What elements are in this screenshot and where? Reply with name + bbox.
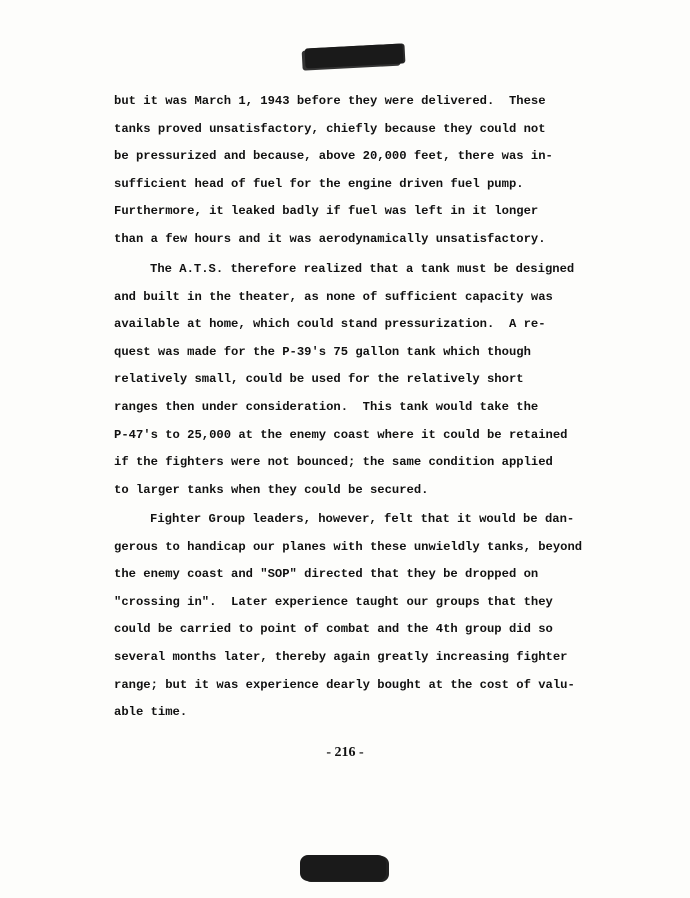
- text-line: sufficient head of fuel for the engine driven fuel pump.: [114, 176, 524, 191]
- text-line: available at home, which could stand pressurization. A re-: [114, 317, 546, 332]
- text-line: could be carried to point of combat and the 4th group did so: [114, 622, 553, 637]
- text-line: tanks proved unsatisfactory, chiefly because they could not: [114, 121, 546, 136]
- text-line: gerous to handicap our planes with these unwieldly tanks, beyond: [114, 539, 583, 554]
- text-line: and built in the theater, as none of sufficient capacity was: [114, 289, 553, 304]
- text-line: quest was made for the P-39's 75 gallon tank which though: [114, 344, 531, 359]
- text-line: Fighter Group leaders, however, felt that it would be dan-: [150, 512, 575, 526]
- text-line: the enemy coast and "SOP" directed that they be dropped on: [114, 567, 539, 582]
- text-line: P-47's to 25,000 at the enemy coast where it could be retained: [114, 427, 568, 442]
- text-line: be pressurized and because, above 20,000 feet, there was in-: [114, 149, 553, 164]
- text-line: able time.: [114, 705, 188, 720]
- text-line: Furthermore, it leaked badly if fuel was left in it longer: [114, 204, 539, 219]
- text-line: if the fighters were not bounced; the same condition applied: [114, 455, 553, 470]
- text-line: than a few hours and it was aerodynamically unsatisfactory.: [114, 231, 546, 246]
- redaction-mark-bottom: [300, 855, 386, 881]
- text-line: ranges then under consideration. This tank would take the: [114, 399, 539, 414]
- text-line: to larger tanks when they could be secured.: [114, 482, 429, 497]
- text-line: "crossing in". Later experience taught our groups that they: [114, 594, 553, 609]
- text-line: relatively small, could be used for the relatively short: [114, 372, 524, 387]
- text-line: several months later, thereby again greatly increasing fighter: [114, 649, 568, 664]
- paragraph-2: [114, 256, 584, 504]
- paragraph-1: [114, 88, 584, 254]
- text-line: The A.T.S. therefore realized that a tank must be designed: [150, 262, 575, 276]
- paragraph-3: [114, 506, 584, 727]
- page-number: - 216 -: [326, 745, 364, 760]
- text-line: range; but it was experience dearly bought at the cost of valu-: [114, 677, 575, 692]
- text-line: but it was March 1, 1943 before they were delivered. These: [114, 94, 546, 108]
- redaction-mark-top: [305, 43, 404, 68]
